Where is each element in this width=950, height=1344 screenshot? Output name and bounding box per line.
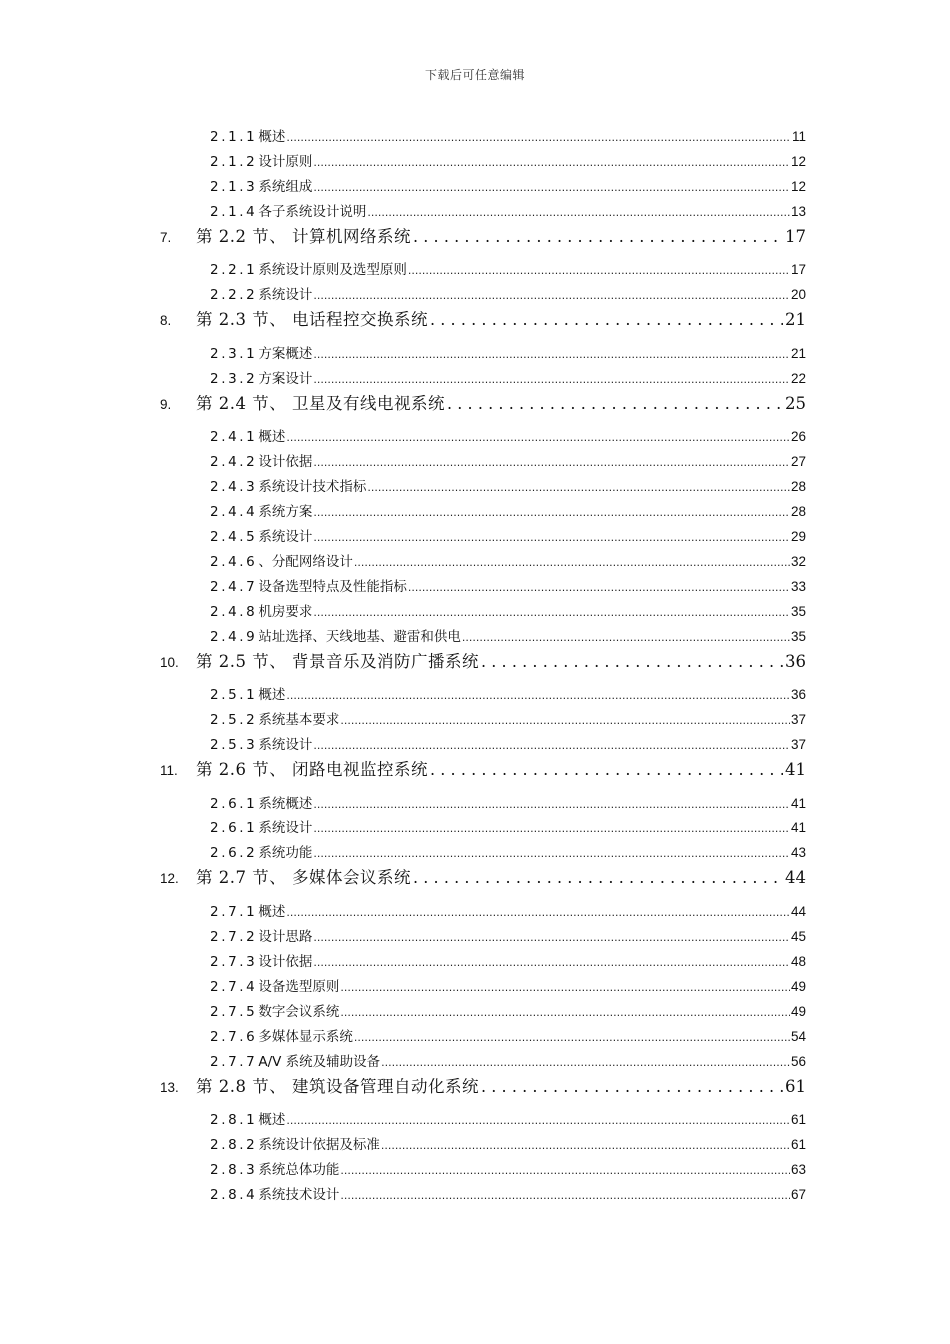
toc-entry-title: 第 2.4 节、 卫星及有线电视系统 xyxy=(196,393,445,413)
toc-section-index: 8. xyxy=(160,313,172,329)
dot-leader xyxy=(286,1111,790,1130)
toc-entry-title: 系统设计技术指标 xyxy=(258,479,367,495)
toc-section-index: 10. xyxy=(160,654,179,670)
dot-leader xyxy=(313,286,790,305)
toc-entry-title: 设备选型特点及性能指标 xyxy=(258,578,407,595)
toc-subsection-entry[interactable] xyxy=(210,1002,806,1022)
toc-section-index: 9. xyxy=(160,396,172,412)
toc-section-entry[interactable] xyxy=(160,865,806,891)
toc-entry-number: 2.4.6 xyxy=(210,553,258,570)
toc-subsection-entry[interactable] xyxy=(210,710,806,730)
toc-entry-number: 2.7.2 xyxy=(210,928,258,945)
toc-entry-number: 2.8.4 xyxy=(210,1186,258,1203)
toc-entry-title: 第 2.3 节、 电话程控交换系统 xyxy=(196,310,428,330)
dot-leader xyxy=(340,711,790,730)
dot-leader xyxy=(313,503,790,522)
toc-entry-title: 、分配网络设计 xyxy=(258,553,353,570)
toc-subsection-entry[interactable] xyxy=(210,369,806,389)
toc-entry-number: 2.7.7 xyxy=(210,1053,258,1070)
toc-page-number: 36 xyxy=(785,651,806,671)
toc-entry-number: 2.7.6 xyxy=(210,1028,258,1045)
toc-entry-title: 系统基本要求 xyxy=(258,712,340,729)
toc-subsection-entry[interactable] xyxy=(210,527,806,547)
toc-entry-title: 系统方案 xyxy=(258,503,313,520)
toc-page-number: 35 xyxy=(790,628,806,644)
toc-subsection-entry[interactable] xyxy=(210,902,806,922)
toc-subsection-entry[interactable] xyxy=(210,502,806,522)
toc-entry-number: 2.2.2 xyxy=(210,287,258,304)
toc-entry-number: 2.4.7 xyxy=(210,578,258,595)
toc-entry-title: 第 2.2 节、 计算机网络系统 xyxy=(196,226,411,246)
toc-entry-number: 2.5.1 xyxy=(210,687,258,704)
toc-page-number: 49 xyxy=(790,978,806,994)
toc-section-index: 11. xyxy=(160,763,178,778)
dot-leader xyxy=(413,865,783,891)
toc-entry-number: 2.4.4 xyxy=(210,503,258,520)
toc-entry-number: 2.6.1 xyxy=(210,820,258,837)
toc-page-number: 54 xyxy=(790,1028,806,1044)
toc-entry-number: 2.7.3 xyxy=(210,953,258,970)
dot-leader xyxy=(481,1074,783,1100)
dot-leader xyxy=(313,928,790,947)
toc-entry-title: 系统总体功能 xyxy=(258,1161,340,1178)
toc-entry-title: 系统概述 xyxy=(258,795,313,812)
dot-leader xyxy=(447,391,783,417)
toc-section-entry[interactable] xyxy=(160,649,806,675)
toc-entry-title: 设备选型原则 xyxy=(258,978,340,995)
toc-entry-title: 设计依据 xyxy=(258,454,313,471)
toc-page-number: 61 xyxy=(785,1076,806,1096)
dot-leader xyxy=(340,1003,790,1022)
toc-entry-number: 2.4.3 xyxy=(210,479,258,495)
toc-subsection-entry[interactable] xyxy=(210,452,806,472)
toc-subsection-entry[interactable] xyxy=(210,127,806,147)
dot-leader xyxy=(286,903,790,922)
dot-leader xyxy=(367,203,790,222)
toc-page-number: 17 xyxy=(790,262,806,278)
dot-leader xyxy=(354,1028,790,1047)
toc-entry-title: 概述 xyxy=(258,687,286,704)
toc-entry-title: 系统设计 xyxy=(258,820,313,837)
toc-page-number: 61 xyxy=(790,1112,806,1127)
toc-subsection-entry[interactable] xyxy=(210,427,806,447)
dot-leader xyxy=(381,1053,790,1072)
toc-page-number: 44 xyxy=(785,868,806,888)
toc-entry-title: 第 2.7 节、 多媒体会议系统 xyxy=(196,868,411,888)
toc-entry-title: 设计原则 xyxy=(258,153,313,170)
dot-leader xyxy=(313,844,790,863)
toc-page-number: 41 xyxy=(790,795,806,811)
toc-entry-number: 2.7.4 xyxy=(210,978,258,995)
dot-leader xyxy=(430,757,783,783)
toc-entry-title: 系统设计依据及标准 xyxy=(258,1136,380,1153)
toc-subsection-entry[interactable] xyxy=(210,927,806,947)
toc-page-number: 44 xyxy=(790,903,806,919)
toc-page-number: 21 xyxy=(785,310,806,330)
toc-subsection-entry[interactable] xyxy=(210,552,806,572)
toc-entry-title: 方案设计 xyxy=(258,370,313,387)
toc-entry-number: 2.1.3 xyxy=(210,178,258,195)
toc-entry-title: 机房要求 xyxy=(258,603,313,620)
toc-entry-title: 第 2.8 节、 建筑设备管理自动化系统 xyxy=(196,1076,479,1096)
toc-subsection-entry[interactable] xyxy=(210,1110,806,1130)
toc-section-index: 13. xyxy=(160,1079,179,1095)
toc-entry-title: 设计思路 xyxy=(258,928,313,945)
toc-page-number: 43 xyxy=(790,845,806,861)
toc-page-number: 56 xyxy=(790,1053,806,1069)
toc-subsection-entry[interactable] xyxy=(210,685,806,705)
toc-entry-number: 2.3.1 xyxy=(210,345,258,362)
toc-page-number: 12 xyxy=(790,178,806,194)
toc-entry-title: 系统组成 xyxy=(258,178,313,195)
dot-leader xyxy=(367,478,790,497)
toc-page-number: 32 xyxy=(790,553,806,569)
toc-entry-title: 系统功能 xyxy=(258,845,313,862)
toc-page-number: 20 xyxy=(790,287,806,303)
dot-leader xyxy=(408,261,790,280)
toc-entry-title: 系统设计 xyxy=(258,737,313,754)
toc-entry-title: 概述 xyxy=(258,903,286,920)
toc-page-number: 67 xyxy=(790,1186,806,1202)
dot-leader xyxy=(313,736,790,755)
toc-entry-title: 系统技术设计 xyxy=(258,1186,340,1203)
dot-leader xyxy=(313,178,790,197)
toc-subsection-entry[interactable] xyxy=(210,1185,806,1205)
toc-page-number: 25 xyxy=(785,393,806,413)
dot-leader xyxy=(340,1186,790,1205)
dot-leader xyxy=(313,153,790,172)
toc-entry-title: 设计依据 xyxy=(258,953,313,970)
toc-subsection-entry[interactable] xyxy=(210,794,806,814)
toc-page-number: 11 xyxy=(791,129,806,144)
toc-subsection-entry[interactable] xyxy=(210,260,806,280)
toc-page-number: 41 xyxy=(785,760,806,779)
dot-leader xyxy=(462,628,790,647)
toc-subsection-entry[interactable] xyxy=(210,843,806,863)
toc-page-number: 28 xyxy=(790,479,806,494)
toc-page-number: 29 xyxy=(790,528,806,544)
toc-entry-number: 2.5.3 xyxy=(210,737,258,754)
toc-entry-title: 系统设计 xyxy=(258,287,313,304)
toc-subsection-entry[interactable] xyxy=(210,1135,806,1155)
toc-entry-number: 2.5.2 xyxy=(210,712,258,729)
toc-subsection-entry[interactable] xyxy=(210,1027,806,1047)
toc-entry-title: 概述 xyxy=(258,1112,286,1128)
dot-leader xyxy=(340,978,790,997)
dot-leader xyxy=(313,370,790,389)
toc-entry-number: 2.7.1 xyxy=(210,903,258,920)
dot-leader xyxy=(313,603,790,622)
toc-page-number: 26 xyxy=(790,429,806,445)
toc-entry-number: 2.1.1 xyxy=(210,129,258,145)
toc-page-number: 33 xyxy=(790,578,806,594)
toc-entry-title: 系统设计 xyxy=(258,528,313,545)
toc-subsection-entry[interactable] xyxy=(210,344,806,364)
toc-entry-number: 2.7.5 xyxy=(210,1003,258,1020)
page-header: 下载后可任意编辑 xyxy=(424,68,525,82)
toc-page-number: 35 xyxy=(790,603,806,619)
toc-page-number: 63 xyxy=(790,1161,806,1177)
toc-section-index: 12. xyxy=(160,871,179,887)
toc-subsection-entry[interactable] xyxy=(210,818,806,838)
toc-entry-number: 2.1.4 xyxy=(210,203,258,220)
toc-page-number: 49 xyxy=(790,1003,806,1019)
dot-leader xyxy=(313,345,790,364)
toc-entry-number: 2.4.2 xyxy=(210,454,258,471)
toc-page-number: 45 xyxy=(790,928,806,944)
dot-leader xyxy=(313,953,790,972)
toc-subsection-entry[interactable] xyxy=(210,1160,806,1180)
toc-page-number: 21 xyxy=(790,345,806,361)
dot-leader xyxy=(408,578,790,597)
toc-subsection-entry[interactable] xyxy=(210,577,806,597)
toc-entry-title: 概述 xyxy=(258,129,286,145)
dot-leader xyxy=(413,224,783,250)
toc-page-number: 37 xyxy=(790,737,806,753)
toc-section-entry[interactable] xyxy=(160,391,806,417)
toc-entry-title: 方案概述 xyxy=(258,345,313,362)
dot-leader xyxy=(481,649,783,675)
toc-entry-title: 第 2.5 节、 背景音乐及消防广播系统 xyxy=(196,651,479,671)
dot-leader xyxy=(313,453,790,472)
toc-entry-number: 2.1.2 xyxy=(210,153,258,170)
toc-subsection-entry[interactable] xyxy=(210,177,806,197)
toc-entry-number: 2.6.1 xyxy=(210,795,258,812)
dot-leader xyxy=(354,553,790,572)
toc-entry-number: 2.2.1 xyxy=(210,262,258,279)
toc-page-number: 36 xyxy=(790,687,806,703)
toc-entry-number: 2.6.2 xyxy=(210,845,258,862)
toc-subsection-entry[interactable] xyxy=(210,152,806,172)
toc-subsection-entry[interactable] xyxy=(210,1052,806,1072)
toc-page-number: 27 xyxy=(790,454,806,470)
dot-leader xyxy=(381,1136,790,1155)
toc-subsection-entry[interactable] xyxy=(210,735,806,755)
toc-entry-title: 多媒体显示系统 xyxy=(258,1028,353,1045)
dot-leader xyxy=(313,795,790,814)
toc-subsection-entry[interactable] xyxy=(210,202,806,222)
toc-entry-number: 2.8.3 xyxy=(210,1161,258,1178)
toc-entry-title: 第 2.6 节、 闭路电视监控系统 xyxy=(196,760,428,779)
toc-page-number: 28 xyxy=(790,503,806,519)
toc-entry-number: 2.8.2 xyxy=(210,1136,258,1153)
toc-entry-title: 概述 xyxy=(258,429,286,446)
toc-page-number: 41 xyxy=(790,820,806,836)
toc-section-index: 7. xyxy=(160,229,172,245)
toc-page-number: 22 xyxy=(790,370,806,386)
toc-entry-title: A/V 系统及辅助设备 xyxy=(258,1053,381,1070)
dot-leader xyxy=(286,128,791,147)
toc-entry-title: 系统设计原则及选型原则 xyxy=(258,262,407,279)
dot-leader xyxy=(313,819,790,838)
toc-subsection-entry[interactable] xyxy=(210,477,806,497)
dot-leader xyxy=(286,686,790,705)
toc-subsection-entry[interactable] xyxy=(210,977,806,997)
toc-subsection-entry[interactable] xyxy=(210,627,806,647)
toc-section-entry[interactable] xyxy=(160,757,806,783)
toc-section-entry[interactable] xyxy=(160,307,806,333)
toc-entry-number: 2.8.1 xyxy=(210,1112,258,1128)
toc-entry-number: 2.4.1 xyxy=(210,429,258,446)
toc-page-number: 13 xyxy=(790,203,806,219)
toc-entry-number: 2.4.9 xyxy=(210,628,258,645)
toc-page-number: 61 xyxy=(790,1136,806,1152)
toc-entry-title: 数字会议系统 xyxy=(258,1003,340,1020)
toc-entry-number: 2.3.2 xyxy=(210,370,258,387)
toc-entry-title: 站址选择、天线地基、避雷和供电 xyxy=(258,628,461,645)
toc-subsection-entry[interactable] xyxy=(210,602,806,622)
dot-leader xyxy=(340,1161,790,1180)
dot-leader xyxy=(286,428,790,447)
toc-entry-number: 2.4.5 xyxy=(210,528,258,545)
toc-subsection-entry[interactable] xyxy=(210,952,806,972)
toc-section-entry[interactable] xyxy=(160,224,806,250)
toc-page-number: 17 xyxy=(785,226,806,246)
toc-subsection-entry[interactable] xyxy=(210,285,806,305)
toc-page-number: 37 xyxy=(790,712,806,728)
toc-entry-title: 各子系统设计说明 xyxy=(258,203,367,220)
toc-entry-number: 2.4.8 xyxy=(210,603,258,620)
toc-page-number: 12 xyxy=(790,153,806,169)
toc-section-entry[interactable] xyxy=(160,1074,806,1100)
dot-leader xyxy=(430,307,783,333)
toc-page-number: 48 xyxy=(790,953,806,969)
dot-leader xyxy=(313,528,790,547)
